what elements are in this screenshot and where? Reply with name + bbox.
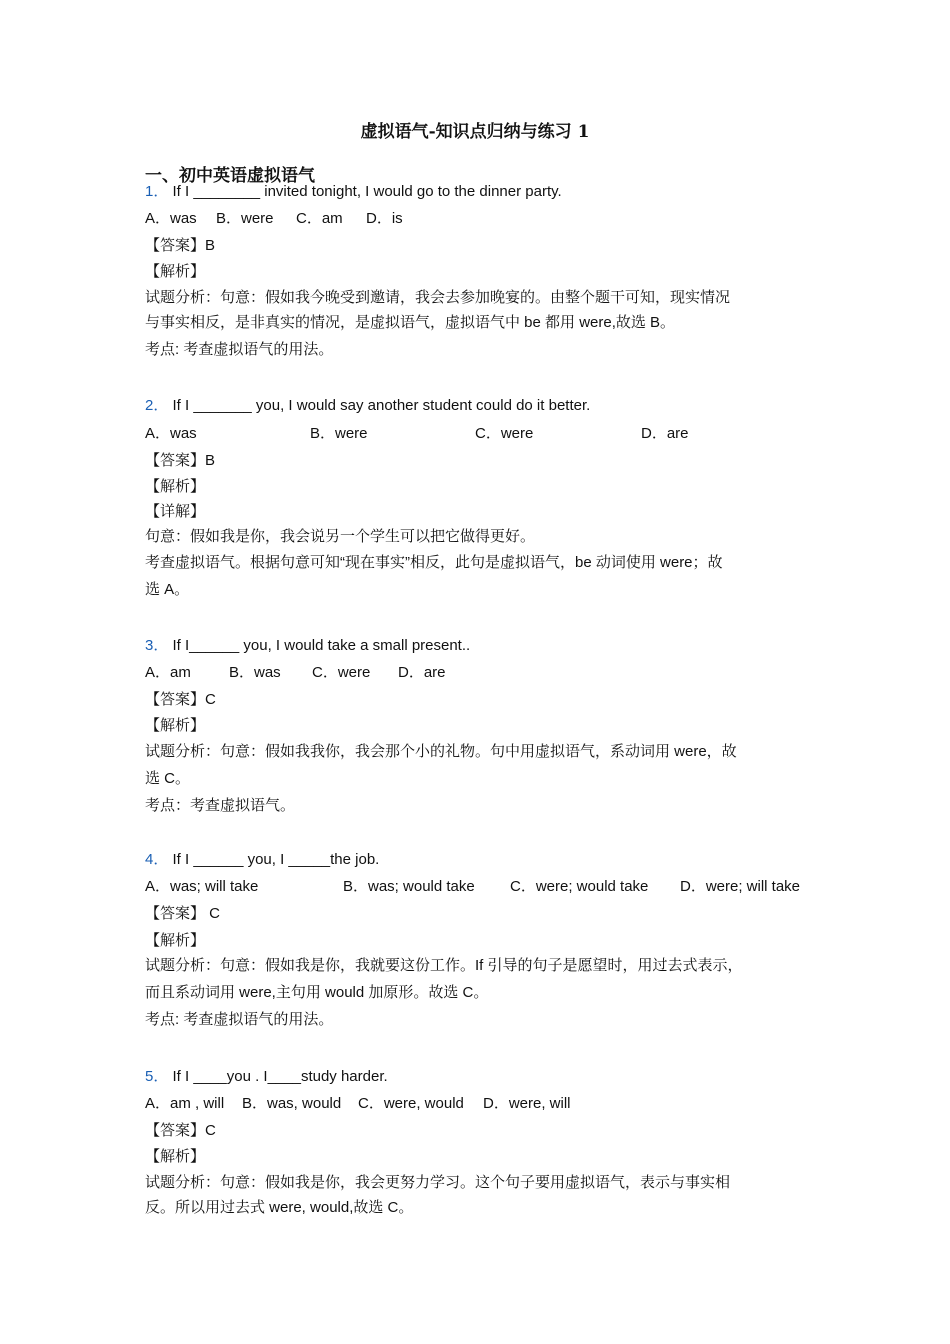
option-d: D．are (398, 664, 446, 681)
option-c: C．were (475, 425, 534, 442)
option-d: D．were; will take (680, 878, 801, 895)
analysis-label: 【解析】 (145, 932, 206, 949)
option-c: C．am (296, 210, 343, 227)
section-heading: 一、初中英语虚拟语气 (145, 166, 315, 185)
analysis-text: 试题分析：句意：假如我今晚受到邀请，我会去参加晚宴的。由整个题干可知，现实情况 (145, 289, 731, 306)
option-b: B．was (229, 664, 281, 681)
options-row (145, 1094, 845, 1114)
option-a: A．was; will take (145, 878, 259, 895)
analysis-text: 与事实相反，是非真实的情况，是虚拟语气，虚拟语气中 be 都用 were,故选 B。 (145, 314, 676, 331)
option-b: B．were (310, 425, 368, 442)
answer-label: 【答案】 C (145, 905, 221, 922)
analysis-text: 考点：考查虚拟语气。 (145, 797, 296, 814)
option-b: B．was; would take (343, 878, 475, 895)
option-a: A．am , will (145, 1095, 225, 1112)
analysis-label: 【解析】 (145, 717, 206, 734)
question-stem (145, 396, 590, 416)
question-text: If I ____you . I____study harder. (172, 1068, 388, 1085)
analysis-text: 选 C。 (145, 770, 191, 787)
question-text: If I _______ you, I would say another student could do it better. (172, 397, 591, 414)
analysis-text: 句意：假如我是你，我会说另一个学生可以把它做得更好。 (145, 528, 536, 545)
options-row (145, 663, 845, 683)
options-row (145, 209, 845, 229)
answer-label: 【答案】B (145, 237, 216, 254)
analysis-text: 试题分析：句意：假如我是你，我会更努力学习。这个句子要用虚拟语气，表示与事实相 (145, 1174, 731, 1191)
question-text: If I ______ you, I _____the job. (172, 851, 380, 868)
document-title: 虚拟语气-知识点归纳与练习 1 (360, 122, 590, 142)
option-d: D．are (641, 425, 689, 442)
question-number: 1． (145, 183, 169, 200)
detail-label: 【详解】 (145, 503, 206, 520)
question-stem (145, 850, 379, 870)
analysis-text: 试题分析：句意：假如我是你，我就要这份工作。If 引导的句子是愿望时，用过去式表示， (145, 957, 743, 974)
option-c: C．were; would take (510, 878, 649, 895)
question-text: If I______ you, I would take a small present.. (172, 637, 471, 654)
analysis-label: 【解析】 (145, 263, 206, 280)
question-stem (145, 1067, 388, 1087)
question-number: 5． (145, 1068, 169, 1085)
option-a: A．am (145, 664, 191, 681)
option-a: A．was (145, 425, 197, 442)
analysis-text: 试题分析：句意：假如我我你，我会那个小的礼物。句中用虚拟语气，系动词用 were，故 (145, 743, 737, 760)
analysis-text: 考点: 考查虚拟语气的用法。 (145, 341, 334, 358)
options-row (145, 424, 845, 444)
analysis-label: 【解析】 (145, 1148, 206, 1165)
option-c: C．were, would (358, 1095, 464, 1112)
option-d: D．is (366, 210, 403, 227)
option-b: B．was, would (242, 1095, 342, 1112)
analysis-text: 考查虚拟语气。根据句意可知“现在事实”相反，此句是虚拟语气，be 动词使用 were；故 (145, 554, 723, 571)
answer-label: 【答案】B (145, 452, 216, 469)
question-number: 4． (145, 851, 169, 868)
analysis-text: 反。所以用过去式 were, would,故选 C。 (145, 1199, 414, 1216)
question-text: If I ________ invited tonight, I would go to the dinner party. (172, 183, 562, 200)
answer-label: 【答案】C (145, 691, 216, 708)
options-row (145, 877, 845, 897)
option-d: D．were, will (483, 1095, 571, 1112)
question-stem (145, 182, 562, 202)
analysis-text: 而且系动词用 were,主句用 would 加原形。故选 C。 (145, 984, 489, 1001)
analysis-text: 选 A。 (145, 581, 190, 598)
option-b: B．were (216, 210, 274, 227)
question-number: 3． (145, 637, 169, 654)
answer-label: 【答案】C (145, 1122, 216, 1139)
question-stem (145, 636, 470, 656)
question-number: 2． (145, 397, 169, 414)
option-a: A．was (145, 210, 197, 227)
analysis-label: 【解析】 (145, 478, 206, 495)
analysis-text: 考点: 考查虚拟语气的用法。 (145, 1011, 334, 1028)
option-c: C．were (312, 664, 371, 681)
